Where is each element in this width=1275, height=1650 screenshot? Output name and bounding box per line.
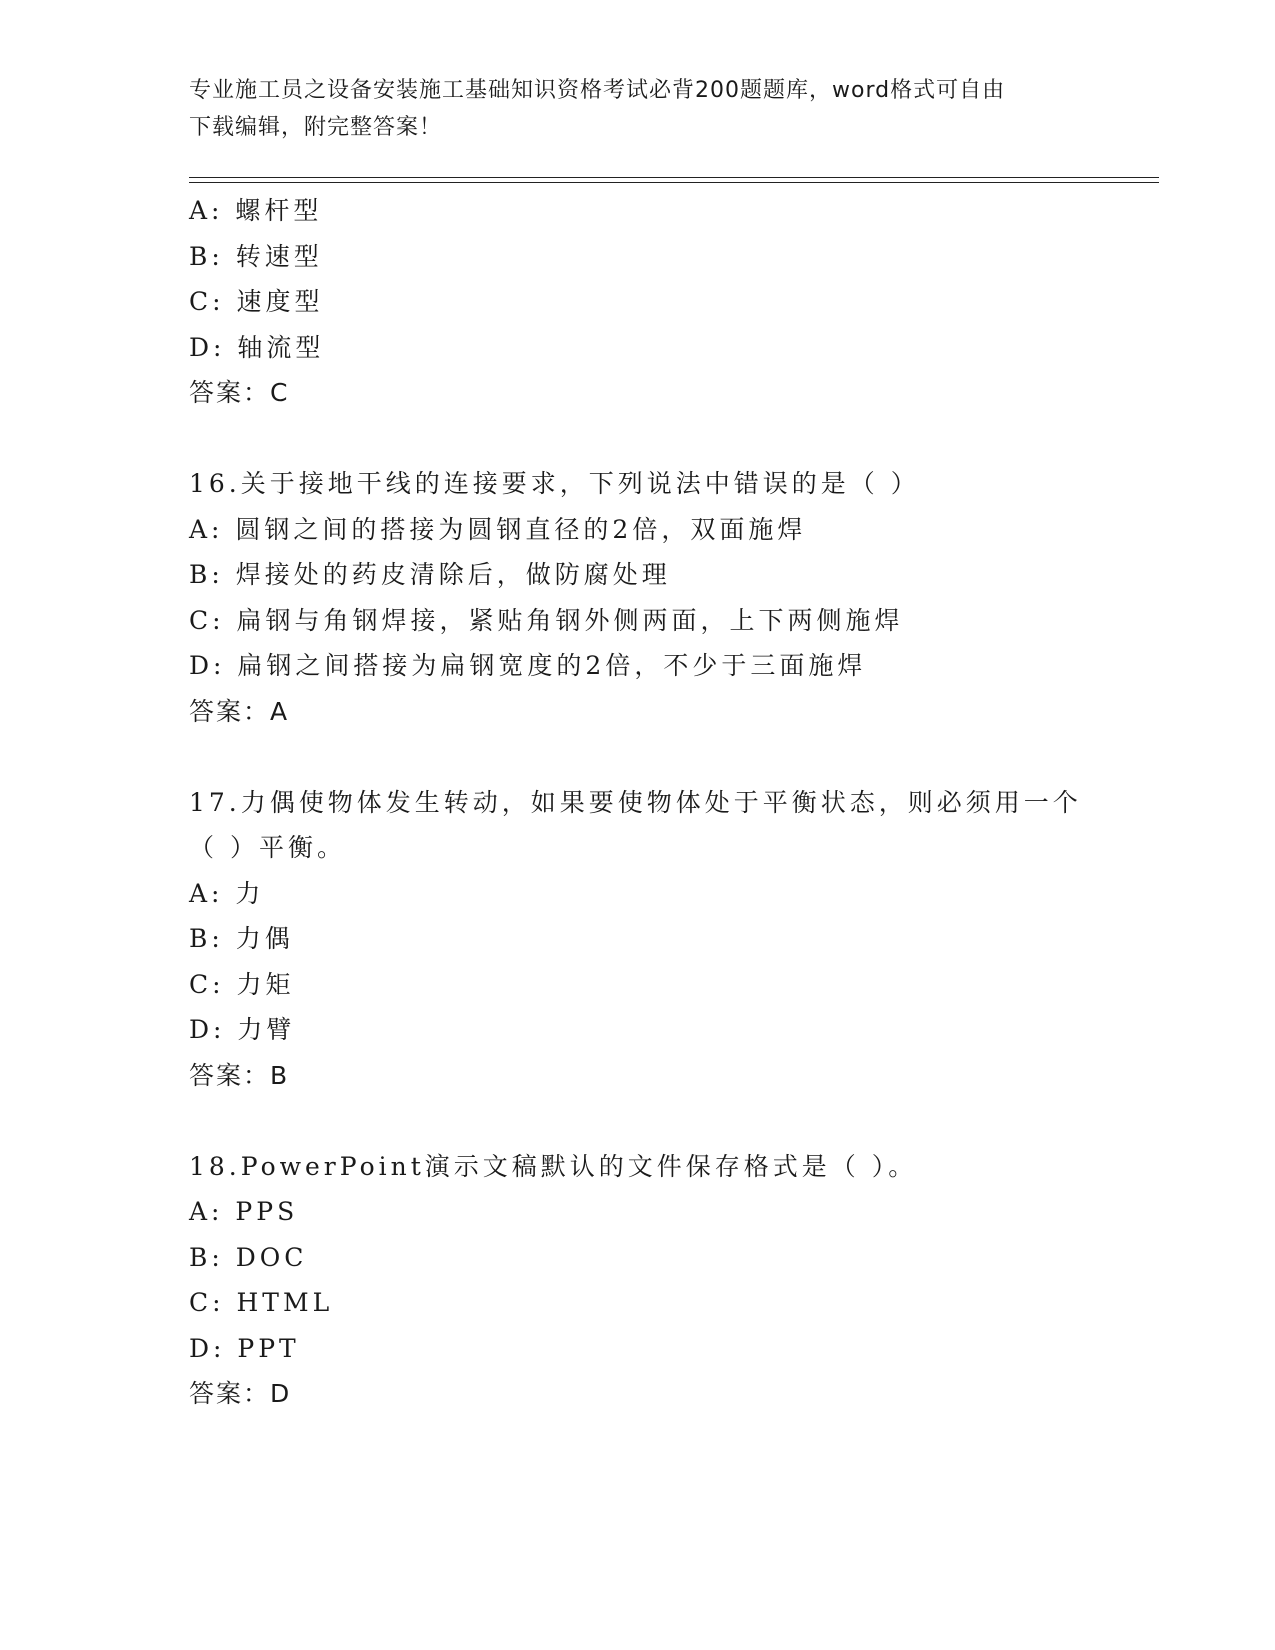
option-d: D: PPT [189, 1333, 300, 1363]
question-block-17 [189, 780, 1089, 1099]
question-spacer [189, 416, 1089, 462]
header-line-1: 专业施工员之设备安装施工基础知识资格考试必背200题题库，word格式可自由 [189, 78, 1006, 103]
question-spacer [189, 1098, 1089, 1144]
answer-line: 答案：A [189, 696, 290, 726]
question-list [189, 188, 1089, 1417]
document-header [189, 72, 1089, 146]
header-divider-bottom [189, 182, 1159, 183]
option-d: D: 扁钢之间搭接为扁钢宽度的2倍，不少于三面施焊 [189, 651, 867, 680]
option-d: D: 力臂 [189, 1015, 296, 1044]
question-block-18 [189, 1144, 1089, 1417]
answer-line: 答案：B [189, 1060, 290, 1090]
question-block-16 [189, 461, 1089, 734]
option-b: B: 转速型 [189, 241, 323, 271]
option-d: D: 轴流型 [189, 332, 325, 362]
question-text-continued: （ ）平衡。 [189, 833, 346, 862]
option-a: A: 螺杆型 [189, 196, 323, 225]
option-a: A: PPS [189, 1197, 299, 1226]
option-b: B: 焊接处的药皮清除后，做防腐处理 [189, 560, 671, 589]
option-b: B: DOC [189, 1242, 308, 1272]
header-line-2: 下载编辑，附完整答案！ [189, 115, 443, 140]
question-text: 16.关于接地干线的连接要求，下列说法中错误的是（ ） [189, 469, 920, 498]
option-c: C: 力矩 [189, 969, 295, 999]
question-spacer [189, 734, 1089, 780]
question-block-15 [189, 188, 1089, 416]
answer-line: 答案：C [189, 378, 290, 407]
option-b: B: 力偶 [189, 924, 294, 953]
answer-line: 答案：D [189, 1379, 292, 1408]
option-a: A: 力 [189, 878, 265, 908]
question-text: 17.力偶使物体发生转动，如果要使物体处于平衡状态，则必须用一个 [189, 787, 1082, 817]
option-a: A: 圆钢之间的搭接为圆钢直径的2倍，双面施焊 [189, 514, 807, 544]
question-text: 18.PowerPoint演示文稿默认的文件保存格式是（ ）。 [189, 1151, 918, 1181]
option-c: C: 扁钢与角钢焊接，紧贴角钢外侧两面，上下两侧施焊 [189, 605, 904, 635]
header-divider-top [189, 177, 1159, 178]
option-c: C: 速度型 [189, 287, 324, 316]
option-c: C: HTML [189, 1288, 334, 1317]
